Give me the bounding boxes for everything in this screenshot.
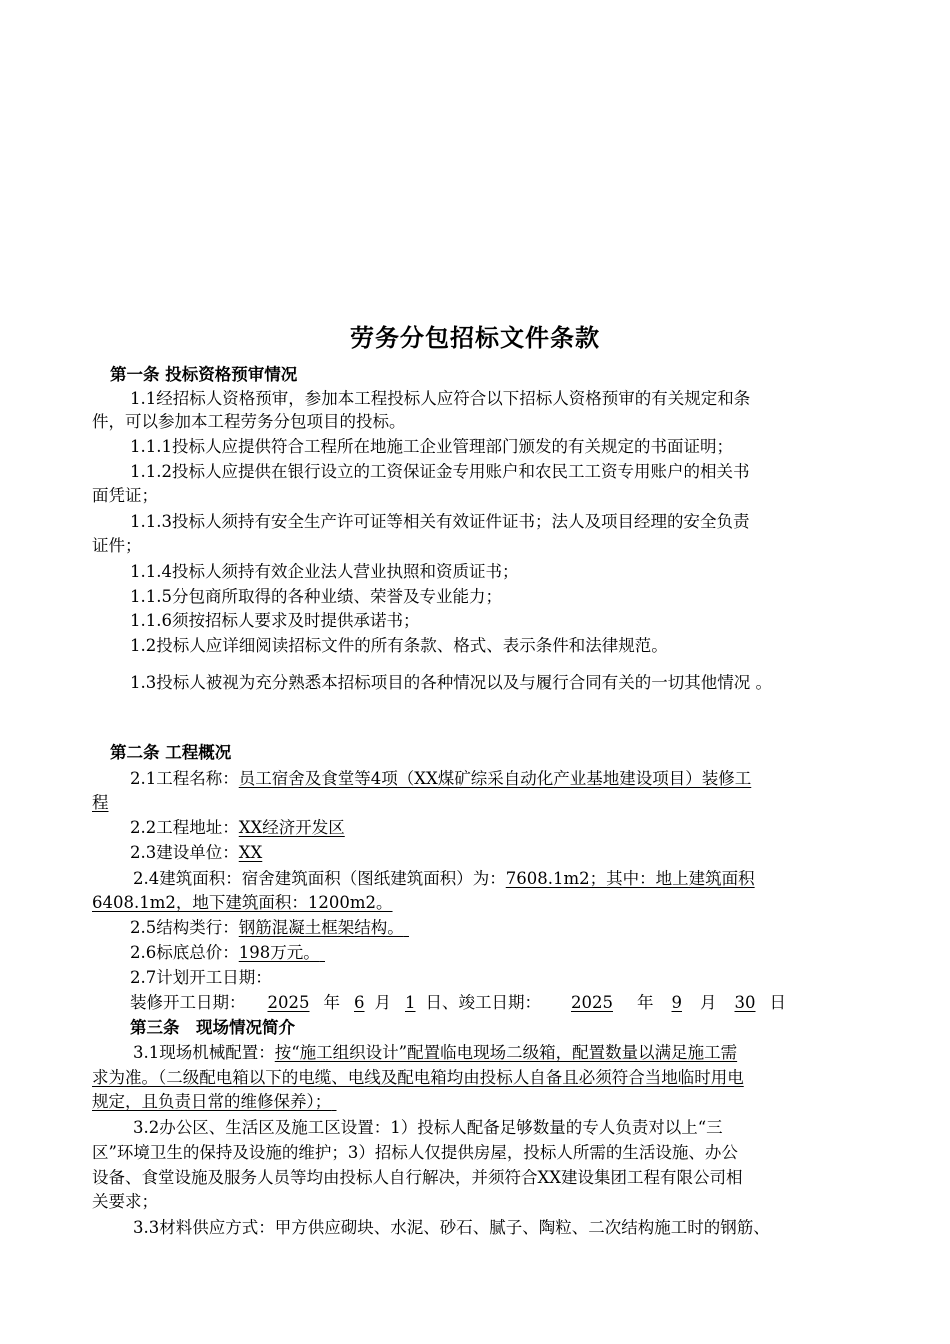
clause-3-1-line-1: [133, 1042, 737, 1064]
project-address-label: 2.2工程地址：: [130, 818, 239, 837]
clause-2-1-line-1: [130, 768, 751, 790]
structure-value: 钢筋混凝土框架结构。: [238, 918, 404, 937]
start-month: 6: [354, 993, 365, 1012]
clause-3-2-line-4: 关要求；: [92, 1192, 158, 1211]
clause-1-1-line-2: 件，可以参加本工程劳务分包项目的投标。: [92, 412, 406, 431]
clause-2-4-line-1: [133, 868, 755, 890]
clause-2-6: [130, 942, 330, 964]
project-address-value: XX经济开发区: [238, 818, 345, 837]
clause-1-1-3-line-2: 证件；: [92, 536, 142, 555]
clause-3-1-line-2: 求为准。（二级配电箱以下的电缆、电线及配电箱均由投标人自备且必须符合当地临时用电: [92, 1068, 744, 1087]
area-value-1: 7608.1m2；其中：地上建筑面积: [505, 869, 755, 888]
clause-3-2-line-2: 区”环境卫生的保持及设施的维护；3）招标人仅提供房屋，投标人所需的生活设施、办公: [92, 1143, 738, 1162]
clause-1-1-2-line-2: 面凭证；: [92, 486, 158, 505]
project-name-value: 员工宿舍及食堂等4项（XX煤矿综采自动化产业基地建设项目）装修工: [238, 769, 752, 788]
structure-label: 2.5结构类行：: [130, 918, 239, 937]
price-label: 2.6标底总价：: [130, 943, 239, 962]
builder-label: 2.3建设单位：: [130, 843, 239, 862]
section-2-heading: 第二条 工程概况: [110, 743, 232, 762]
clause-1-1-4: 1.1.4投标人须持有效企业法人营业执照和资质证书；: [130, 562, 519, 581]
end-date-label: 日、竣工日期：: [425, 993, 541, 1012]
start-day: 1: [405, 993, 416, 1012]
clause-2-3: [130, 842, 262, 864]
price-value: 198万元。: [238, 943, 320, 962]
year-char: 年: [323, 993, 340, 1012]
day-char: 日: [769, 993, 786, 1012]
machinery-value-3: 规定，且负责日常的维修保养）；: [92, 1092, 332, 1111]
clause-2-4-line-2: 6408.1m2，地下建筑面积：1200m2。: [92, 893, 393, 912]
clause-1-1-6: 1.1.6须按招标人要求及时提供承诺书；: [130, 611, 420, 630]
year-char: 年: [637, 993, 654, 1012]
builder-value: XX: [238, 843, 263, 862]
clause-2-2: [130, 817, 345, 839]
area-label: 2.4建筑面积：宿舍建筑面积（图纸建筑面积）为：: [133, 869, 506, 888]
schedule-dates: [130, 992, 786, 1014]
clause-3-1-line-3: [92, 1091, 361, 1113]
clause-1-1-line-1: 1.1经招标人资格预审，参加本工程投标人应符合以下招标人资格预审的有关规定和条: [130, 389, 751, 408]
clause-3-2-line-1: 3.2办公区、生活区及施工区设置：1）投标人配备足够数量的专人负责对以上“三: [133, 1118, 723, 1137]
month-char: 月: [374, 993, 391, 1012]
machinery-label: 3.1现场机械配置：: [133, 1043, 275, 1062]
clause-3-3-line-1: 3.3材料供应方式：甲方供应砌块、水泥、砂石、腻子、陶粒、二次结构施工时的钢筋、: [133, 1218, 770, 1237]
end-month: 9: [671, 993, 682, 1012]
clause-1-1-1: 1.1.1投标人应提供符合工程所在地施工企业管理部门颁发的有关规定的书面证明；: [130, 437, 733, 456]
section-1-heading: 第一条 投标资格预审情况: [110, 365, 298, 384]
clause-1-1-2-line-1: 1.1.2投标人应提供在银行设立的工资保证金专用账户和农民工工资专用账户的相关书: [130, 462, 750, 481]
clause-2-1-line-2: 程: [92, 793, 109, 812]
end-day: 30: [734, 993, 756, 1012]
clause-3-2-line-3: 设备、食堂设施及服务人员等均由投标人自行解决，并须符合XX建设集团工程有限公司相: [92, 1168, 743, 1187]
machinery-value-1: 按“施工组织设计”配置临电现场二级箱，配置数量以满足施工需: [274, 1043, 738, 1062]
clause-1-1-5: 1.1.5分包商所取得的各种业绩、荣誉及专业能力；: [130, 587, 502, 606]
clause-2-7: 2.7计划开工日期：: [130, 968, 272, 987]
start-year: 2025: [267, 993, 310, 1012]
project-name-label: 2.1工程名称：: [130, 769, 239, 788]
start-date-label: 装修开工日期：: [130, 993, 246, 1012]
document-title: 劳务分包招标文件条款: [350, 324, 600, 352]
clause-2-5: [130, 917, 414, 939]
month-char: 月: [700, 993, 717, 1012]
section-3-heading: 第三条 现场情况简介: [130, 1018, 295, 1037]
clause-1-2: 1.2投标人应详细阅读招标文件的所有条款、格式、表示条件和法律规范。: [130, 636, 668, 655]
clause-1-1-3-line-1: 1.1.3投标人须持有安全生产许可证等相关有效证件证书；法人及项目经理的安全负责: [130, 512, 750, 531]
end-year: 2025: [571, 993, 613, 1012]
clause-1-3: 1.3投标人被视为充分熟悉本招标项目的各种情况以及与履行合同有关的一切其他情况 。: [130, 673, 772, 692]
